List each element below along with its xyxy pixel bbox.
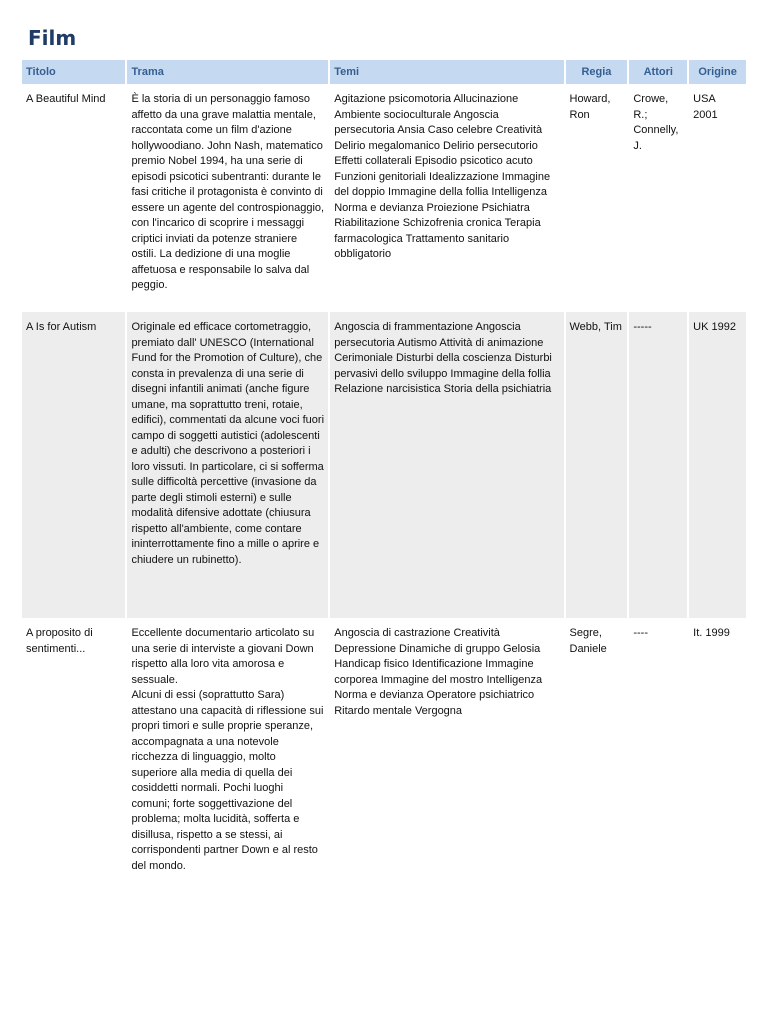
cell-titolo: A Is for Autism bbox=[22, 312, 125, 618]
cell-attori: ----- bbox=[629, 312, 687, 618]
cell-temi: Angoscia di frammentazione Angoscia persecutoria Autismo Attività di animazione Cerimoniale Disturbi della coscienza Disturbi pervasivi dello sviluppo Immagine della follia Relazione narcisistica Storia della psichiatria bbox=[330, 312, 563, 618]
cell-temi: Agitazione psicomotoria Allucinazione Ambiente socioculturale Angoscia persecutoria Ansia Caso celebre Creatività Delirio megalomanico Delirio persecutorio Effetti collaterali Episodio psicotico acuto Funzioni genitoriali Idealizzazione Immagine del doppio Immagine della follia Intelligenza Norma e devianza Proiezione Psichiatra Riabilitazione Schizofrenia cronica Terapia farmacologica Trattamento sanitario obbligatorio bbox=[334, 93, 551, 260]
cell-trama: Eccellente documentario articolato su una serie di interviste a giovani Down rispetto alla loro vita amorosa e sessuale. Alcuni di essi (soprattutto Sara) attestano una capacità di riflessione sui propri timori e sulle proprie speranze, accompagnata a una notevole ricchezza di linguaggio, molto superiore alla media di quella dei cosiddetti normali. Pochi luoghi comuni; forte soggettivazione del problema; molta lucidità, sofferta e disillusa, rispetto a se stessi, ai corrispondenti partner Down e al resto del mondo. bbox=[131, 627, 324, 872]
column-header-attori: Attori bbox=[629, 60, 687, 84]
table-row bbox=[22, 84, 746, 312]
cell-attori: Crowe, R.; Connelly, J. bbox=[633, 93, 679, 152]
column-header-titolo: Titolo bbox=[22, 60, 125, 84]
cell-origine: USA 2001 bbox=[693, 93, 718, 121]
cell-origine: It. 1999 bbox=[693, 627, 730, 639]
column-header-origine: Origine bbox=[689, 60, 746, 84]
cell-titolo: A proposito di sentimenti... bbox=[26, 627, 93, 655]
table-row bbox=[22, 312, 746, 618]
page-title: Film bbox=[28, 26, 77, 50]
cell-trama: Originale ed efficace cortometraggio, premiato dall' UNESCO (International Fund for the Promotion of Culture), che consta in prevalenza di una serie di disegni infantili animati (anche figure umane, ma soprattutto treni, rotaie, edifici), commentati da alcune voci fuori campo di soggetti autistici (adolescenti e adulti) che descrivono a posteriori i loro vissuti. In particolare, ci si sofferma sulle difficoltà percettive (invasione da parte degli stimoli esterni) e sulle modalità difensive adottate (chiusura rispetto all'ambiente, come contare ininterrottamente fino a mille o aprire e chiudere un rubinetto). bbox=[127, 312, 328, 618]
cell-origine: UK 1992 bbox=[689, 312, 746, 618]
column-header-trama: Trama bbox=[127, 60, 328, 84]
cell-regia: Segre, Daniele bbox=[569, 627, 607, 655]
cell-trama: È la storia di un personaggio famoso affetto da una grave malattia mentale, raccontata come un film d'azione hollywoodiano. John Nash, matematico premio Nobel 1994, ha una serie di episodi psicotici subentranti: durante le fasi critiche il protagonista è convinto di essere un agente del controspionaggio, con l'incarico di scoprire i messaggi criptici inviati da potenze straniere ostili. La dedizione di una moglie affetuosa e responsabile lo salva dal peggio. bbox=[131, 93, 325, 291]
cell-titolo: A Beautiful Mind bbox=[26, 93, 106, 105]
column-header-temi: Temi bbox=[330, 60, 563, 84]
film-table bbox=[20, 60, 748, 878]
column-header-regia: Regia bbox=[566, 60, 628, 84]
cell-regia: Webb, Tim bbox=[566, 312, 628, 618]
table-header-row bbox=[22, 60, 746, 84]
table-row bbox=[22, 618, 746, 878]
cell-temi: Angoscia di castrazione Creatività Depressione Dinamiche di gruppo Gelosia Handicap fisico Identificazione Immagine corporea Immagine del mostro Intelligenza Norma e devianza Operatore psichiatrico Ritardo mentale Vergogna bbox=[334, 627, 543, 717]
cell-regia: Howard, Ron bbox=[569, 93, 611, 121]
cell-attori: ---- bbox=[633, 627, 649, 639]
